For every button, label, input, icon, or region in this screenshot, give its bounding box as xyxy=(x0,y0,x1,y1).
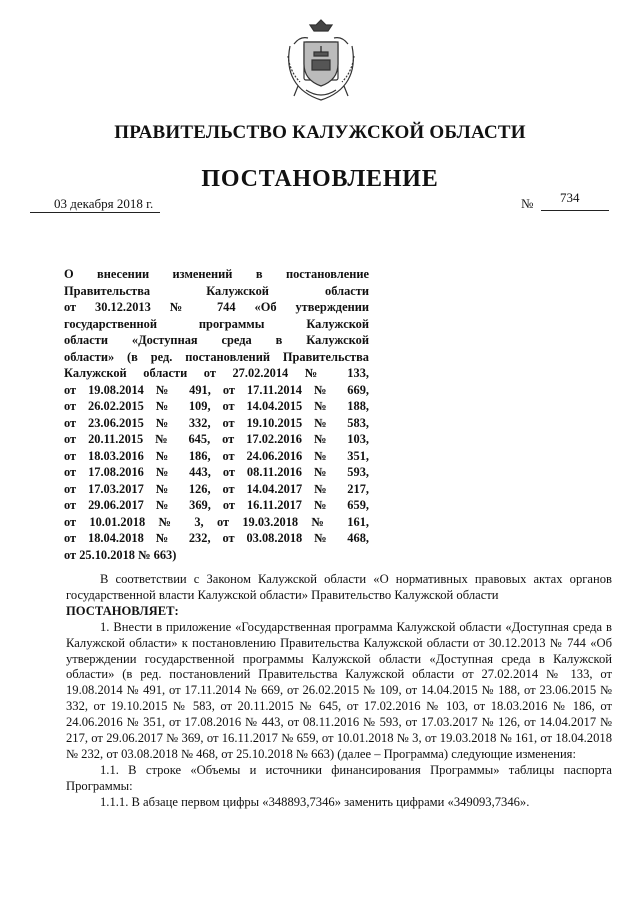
preamble-paragraph: В соответствии с Законом Калужской области «О нормативных правовых актах органов государственной власти Калужской области» Правительство Калужской области xyxy=(66,572,612,602)
subject-line: от 19.08.2014 № 491, от 17.11.2014 № 669, xyxy=(64,382,369,397)
subject-line: от 25.10.2018 № 663) xyxy=(64,547,177,562)
subject-line: от 20.11.2015 № 645, от 17.02.2016 № 103, xyxy=(64,432,369,446)
date-underline xyxy=(30,212,160,213)
subject-line: от 29.06.2017 № 369, от 16.11.2017 № 659, xyxy=(64,498,369,512)
document-date: 03 декабря 2018 г. xyxy=(54,196,154,211)
subject-line: области «Доступная среда в Калужской xyxy=(64,333,369,347)
subject-line: от 18.04.2018 № 232, от 03.08.2018 № 468, xyxy=(64,531,369,545)
number-underline xyxy=(541,210,609,211)
document-type: ПОСТАНОВЛЕНИЕ xyxy=(201,166,439,192)
subject-line: государственной программы Калужской xyxy=(64,316,369,331)
subject-line: от 17.03.2017 № 126, от 14.04.2017 № 217, xyxy=(64,481,369,496)
organization-name: ПРАВИТЕЛЬСТВО КАЛУЖСКОЙ ОБЛАСТИ xyxy=(114,122,526,143)
subject-line: от 30.12.2013 № 744 «Об утверждении xyxy=(64,300,369,314)
document-body xyxy=(66,572,612,811)
document-subject xyxy=(64,266,369,563)
subject-line: от 23.06.2015 № 332, от 19.10.2015 № 583, xyxy=(64,415,369,430)
subject-line: Калужской области от 27.02.2014 № 133, xyxy=(64,366,369,380)
item-1-paragraph: 1. Внести в приложение «Государственная программа Калужской области «Доступная среда в Калужской области» к постановлению Правительства Калужской области от 30.12.2013 № 744 «Об утверждении государственной программы Калужской области «Доступная среда в Калужской области» (в ред. постановлений Правительства Калужской области от 27.02.2014 № 133, от 19.08.2014 № 491, от 17.11.2014 № 669, от 26.02.2015 № 109, от 14.04.2015 № 188, от 23.06.2015 № 332, от 19.10.2015 № 583, от 20.11.2015 № 645, от 17.02.2016 № 103, от 18.03.2016 № 186, от 24.06.2016 № 351, от 17.08.2016 № 443, от 08.11.2016 № 593, от 17.03.2017 № 126, от 14.04.2017 № 217, от 29.06.2017 № 369, от 16.11.2017 № 659, от 10.01.2018 № 3, от 19.03.2018 № 161, от 18.04.2018 № 232, от 03.08.2018 № 468, от 25.10.2018 № 663) (далее – Программа) следующие изменения: xyxy=(66,619,612,761)
subject-line: О внесении изменений в постановление xyxy=(64,267,369,281)
subject-line: от 10.01.2018 № 3, от 19.03.2018 № 161, xyxy=(64,514,369,529)
subject-line: от 18.03.2016 № 186, от 24.06.2016 № 351, xyxy=(64,448,369,463)
subject-line: от 26.02.2015 № 109, от 14.04.2015 № 188, xyxy=(64,399,369,413)
document-number: 734 xyxy=(560,190,580,205)
item-1-1-paragraph: 1.1. В строке «Объемы и источники финансирования Программы» таблицы паспорта Программы: xyxy=(66,762,612,793)
coat-of-arms-icon xyxy=(284,16,358,106)
item-1-1-1-paragraph: 1.1.1. В абзаце первом цифры «348893,7346» заменить цифрами «349093,7346». xyxy=(100,794,530,809)
decides-heading: ПОСТАНОВЛЯЕТ: xyxy=(66,603,179,618)
subject-line: области» (в ред. постановлений Правительства xyxy=(64,349,369,364)
number-label: № xyxy=(521,196,534,211)
subject-line: от 17.08.2016 № 443, от 08.11.2016 № 593, xyxy=(64,465,369,479)
subject-line: Правительства Калужской области xyxy=(64,283,369,298)
